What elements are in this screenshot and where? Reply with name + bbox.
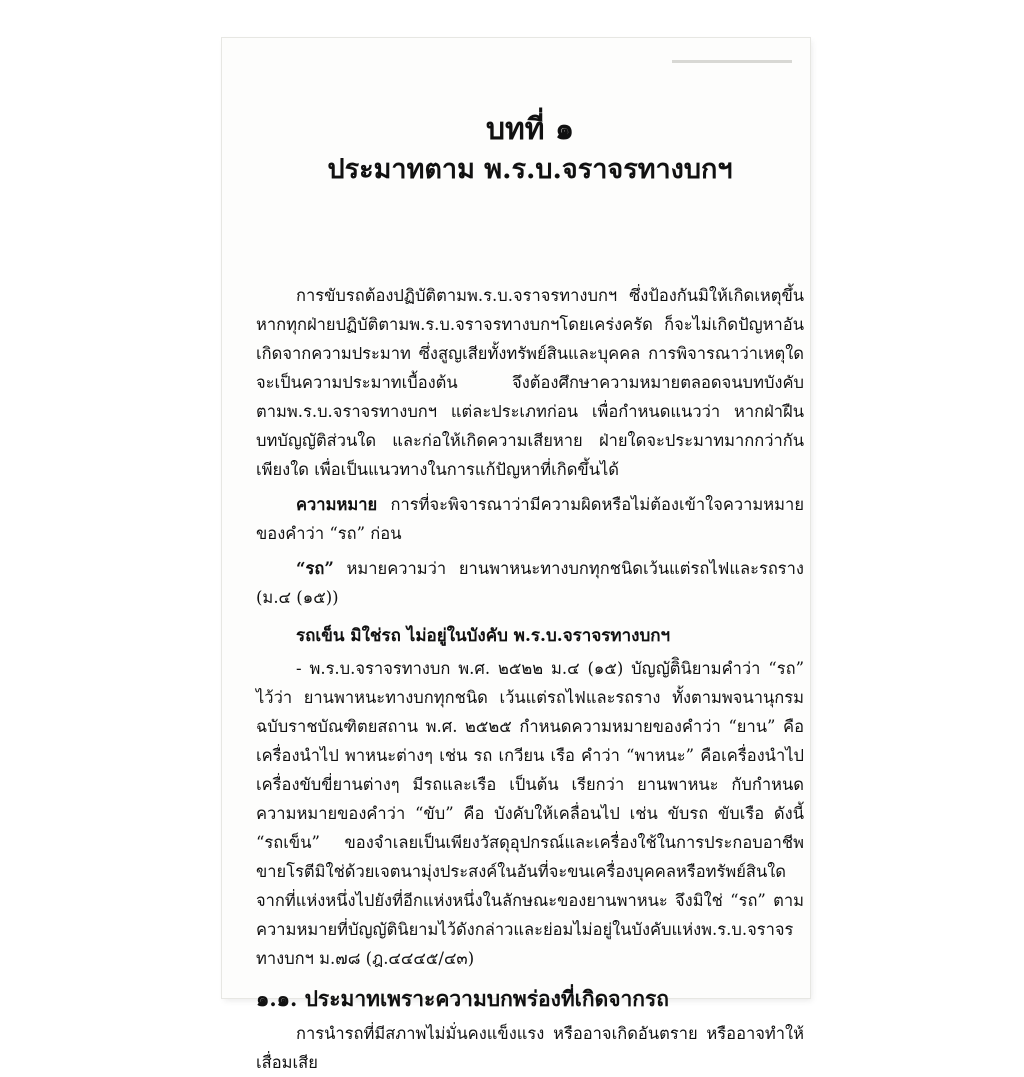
chapter-number: บทที่ ๑: [485, 112, 575, 147]
car-term: “รถ”: [296, 559, 334, 578]
page-body: [256, 281, 804, 1077]
cart-paragraph: - พ.ร.บ.จราจรทางบก พ.ศ. ๒๕๒๒ ม.๔ (๑๕) บัญญัติินิยามคำว่า “รถ” ไว้ว่า ยานพาหนะทางบกทุกชนิด เว้นแต่รถไฟและรถราง ทั้งตามพจนานุกรมฉบับราชบัณฑิตยสถาน พ.ศ. ๒๕๒๕ กำหนดความหมายของคำว่า “ยาน” คือ เครื่องนำไป พาหนะต่างๆ เช่น รถ เกวียน เรือ คำว่า “พาหนะ” คือเครื่องนำไป เครื่องขับขี่ยานต่างๆ มีรถและเรือ เป็นต้น เรียกว่า ยานพาหนะ กับกำหนดความหมายของคำว่า “ขับ” คือ บังคับให้เคลื่อนไป เช่น ขับรถ ขับเรือ ดังนี้ “รถเข็น” ของจำเลยเป็นเพียงวัสดุอุปกรณ์และเครื่องใช้ในการประกอบอาชีพขายโรตีมิใช่ด้วยเจตนามุ่งประสงค์ในอันที่จะขนเครื่องบุคคลหรือทรัพย์สินใดจากที่แห่งหนึ่งไปยังที่อีกแห่งหนึ่งในลักษณะของยานพาหนะ จึงมิใช่ “รถ” ตามความหมายที่บัญญัตินิยามไว้ดังกล่าวและย่อมไม่อยู่ในบังคับแห่งพ.ร.บ.จราจรทางบกฯ ม.๗๘ (ฎ.๔๔๔๕/๔๓): [256, 659, 804, 968]
section-heading: ๑.๑. ประมาทเพราะความบกพร่องที่เกิดจากรถ: [256, 986, 670, 1011]
chapter-title: ประมาทตาม พ.ร.บ.จราจรทางบกฯ: [327, 154, 733, 185]
section-paragraph: การนำรถที่มีสภาพไม่มั่นคงแข็งแรง หรืออาจเกิดอันตราย หรืออาจทำให้เสื่อมเสีย: [256, 1024, 804, 1072]
car-definition: หมายความว่า ยานพาหนะทางบกทุกชนิดเว้นแต่รถไฟและรถราง (ม.๔ (๑๕)): [256, 559, 804, 607]
meaning-paragraph: [256, 490, 804, 548]
meaning-label: ความหมาย: [296, 495, 378, 514]
meaning-text: การที่จะพิจารณาว่ามีความผิดหรือไม่ต้องเข้าใจความหมายของคำว่า “รถ” ก่อน: [256, 495, 804, 543]
car-definition-paragraph: [256, 554, 804, 612]
book-page: [222, 38, 810, 1072]
intro-paragraph: การขับรถต้องปฏิบัติตามพ.ร.บ.จราจรทางบกฯ ซึ่งป้องกันมิให้เกิดเหตุขึ้น หากทุกฝ่ายปฏิบัติตามพ.ร.บ.จราจรทางบกฯโดยเคร่งครัด ก็จะไม่เกิดปัญหาอันเกิดจากความประมาท ซึ่งสูญเสียทั้งทรัพย์สินและบุคคล การพิจารณาว่าเหตุใดจะเป็นความประมาทเบื้องต้น จึงต้องศึกษาความหมายตลอดจนบทบังคับ ตามพ.ร.บ.จราจรทางบกฯ แต่ละประเภทก่อน เพื่อกำหนดแนวว่า หากฝ่าฝืนบทบัญญัติส่วนใด และก่อให้เกิดความเสียหาย ฝ่ายใดจะประมาทมากกว่ากันเพียงใด เพื่อเป็นแนวทางในการแก้ปัญหาที่เกิดขึ้นได้: [256, 286, 804, 479]
running-header-rule: [672, 60, 792, 63]
cart-heading: รถเข็น มิใช่รถ ไม่อยู่ในบังคับ พ.ร.บ.จราจรทางบกฯ: [296, 626, 671, 646]
